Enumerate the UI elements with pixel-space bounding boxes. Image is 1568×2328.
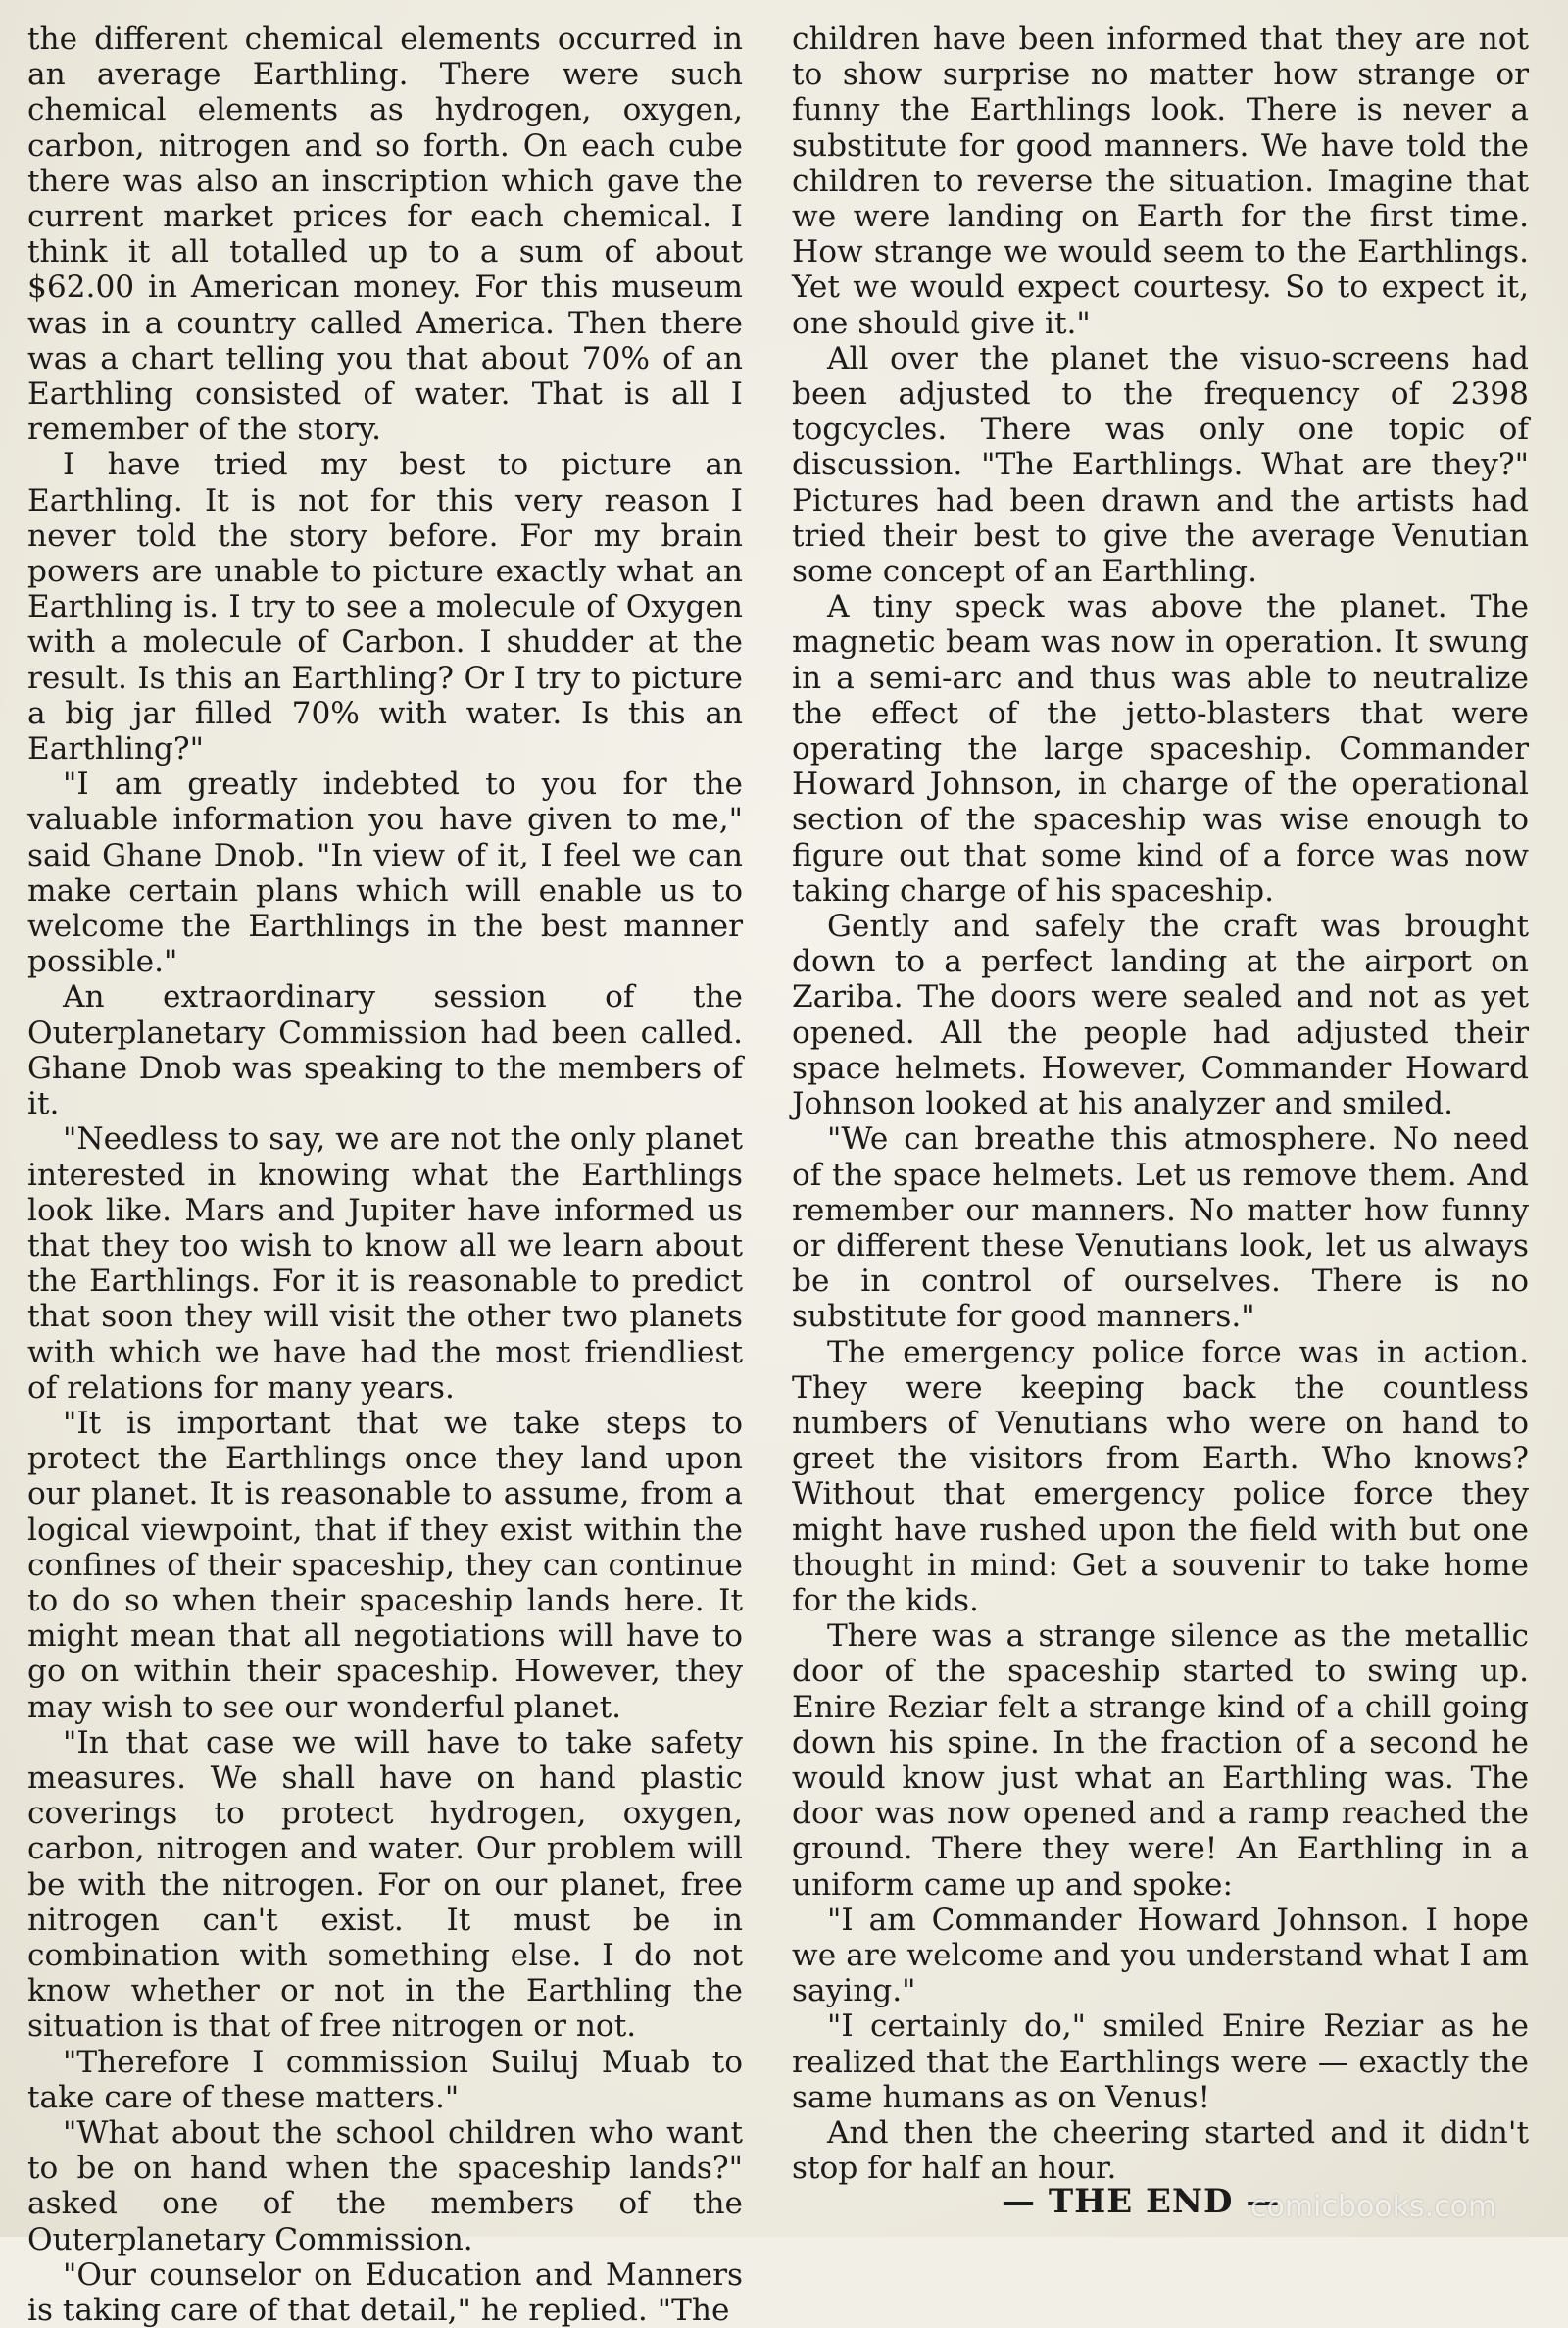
paragraph: I have tried my best to picture an Earthling. It is not for this very reason I never told the story before. For my brain powers are unable to picture exactly what an Earthling is. I try to see a molecule of Oxygen with a molecule of Carbon. I shudder at the result. Is this an Earthling? Or I try to picture a big jar filled 70% with water. Is this an Earthling?"	[27, 447, 743, 768]
the-end-marker: — THE END —	[1002, 2182, 1281, 2221]
left-column	[27, 22, 743, 2328]
paragraph: "In that case we will have to take safety measures. We shall have on hand plastic coverings to protect hydrogen, oxygen, carbon, nitrogen and water. Our problem will be with the nitrogen. For on our planet, free nitrogen can't exist. It must be in combination with something else. I do not know whether or not in the Earthling the situation is that of free nitrogen or not.	[27, 1724, 743, 2045]
paragraph: the different chemical elements occurred in an average Earthling. There were such chemical elements as hydrogen, oxygen, carbon, nitrogen and so forth. On each cube there was also an inscription which gave the current market prices for each chemical. I think it all totalled up to a sum of about $62.00 in American money. For this museum was in a country called America. Then there was a chart telling you that about 70% of an Earthling consisted of water. That is all I remember of the story.	[27, 22, 743, 448]
paragraph: "We can breathe this atmosphere. No need of the space helmets. Let us remove them. And remember our manners. No matter how funny or different these Venutians look, let us always be in control of ourselves. There is no substitute for good manners."	[792, 1121, 1529, 1335]
paragraph: The emergency police force was in action. They were keeping back the countless numbers of Venutians who were on hand to greet the visitors from Earth. Who knows? Without that emergency police force they might have rushed upon the field with but one thought in mind: Get a souvenir to take home for the kids.	[792, 1334, 1529, 1618]
paragraph: "It is important that we take steps to protect the Earthlings once they land upon our planet. It is reasonable to assume, from a logical viewpoint, that if they exist within the confines of their spaceship, they can continue to do so when their spaceship lands here. It might mean that all negotiations will have to go on within their spaceship. However, they may wish to see our wonderful planet.	[27, 1405, 743, 1725]
paragraph: All over the planet the visuo-screens had been adjusted to the frequency of 2398 togcycles. There was only one topic of discussion. "The Earthlings. What are they?" Pictures had been drawn and the artists had tried their best to give the average Venutian some concept of an Earthling.	[792, 340, 1529, 590]
paragraph: "Needless to say, we are not the only planet interested in knowing what the Earthlings look like. Mars and Jupiter have informed us that they too wish to know all we learn about the Earthlings. For it is reasonable to predict that soon they will visit the other two planets with which we have had the most friendliest of relations for many years.	[27, 1121, 743, 1406]
paragraph: There was a strange silence as the metallic door of the spaceship started to swing up. Enire Reziar felt a strange kind of a chill going down his spine. In the fraction of a second he would know just what an Earthling was. The door was now opened and a ramp reached the ground. There they were! An Earthling in a uniform came up and spoke:	[792, 1618, 1529, 1903]
right-column	[792, 22, 1529, 2186]
paragraph: "Our counselor on Education and Manners is taking care of that detail," he replied. "The	[27, 2256, 743, 2328]
paragraph: An extraordinary session of the Outerplanetary Commission had been called. Ghane Dnob was speaking to the members of it.	[27, 979, 743, 1122]
paragraph: And then the cheering started and it didn't stop for half an hour.	[792, 2114, 1529, 2187]
paragraph: Gently and safely the craft was brought down to a perfect landing at the airport on Zariba. The doors were sealed and not as yet opened. All the people had adjusted their space helmets. However, Commander Howard Johnson looked at his analyzer and smiled.	[792, 909, 1529, 1122]
paragraph: "I am Commander Howard Johnson. I hope we are welcome and you understand what I am saying."	[792, 1902, 1529, 2009]
paragraph: children have been informed that they are not to show surprise no matter how strange or funny the Earthlings look. There is never a substitute for good manners. We have told the children to reverse the situation. Imagine that we were landing on Earth for the first time. How strange we would seem to the Earthlings. Yet we would expect courtesy. So to expect it, one should give it."	[792, 22, 1529, 341]
paragraph: A tiny speck was above the planet. The magnetic beam was now in operation. It swung in a semi-arc and thus was able to neutralize the effect of the jetto-blasters that were operating the large spaceship. Commander Howard Johnson, in charge of the operational section of the spaceship was wise enough to figure out that some kind of a force was now taking charge of his spaceship.	[792, 589, 1529, 909]
site-watermark: comicbooks.com	[1250, 2190, 1497, 2224]
paragraph: "I certainly do," smiled Enire Reziar as he realized that the Earthlings were — exactly the same humans as on Venus!	[792, 2008, 1529, 2115]
paragraph: "I am greatly indebted to you for the valuable information you have given to me," said Ghane Dnob. "In view of it, I feel we can make certain plans which will enable us to welcome the Earthlings in the best manner possible."	[27, 767, 743, 980]
paragraph: "Therefore I commission Suiluj Muab to take care of these matters."	[27, 2044, 743, 2115]
paragraph: "What about the school children who want to be on hand when the spaceship lands?" asked one of the members of the Outerplanetary Commission.	[27, 2114, 743, 2257]
